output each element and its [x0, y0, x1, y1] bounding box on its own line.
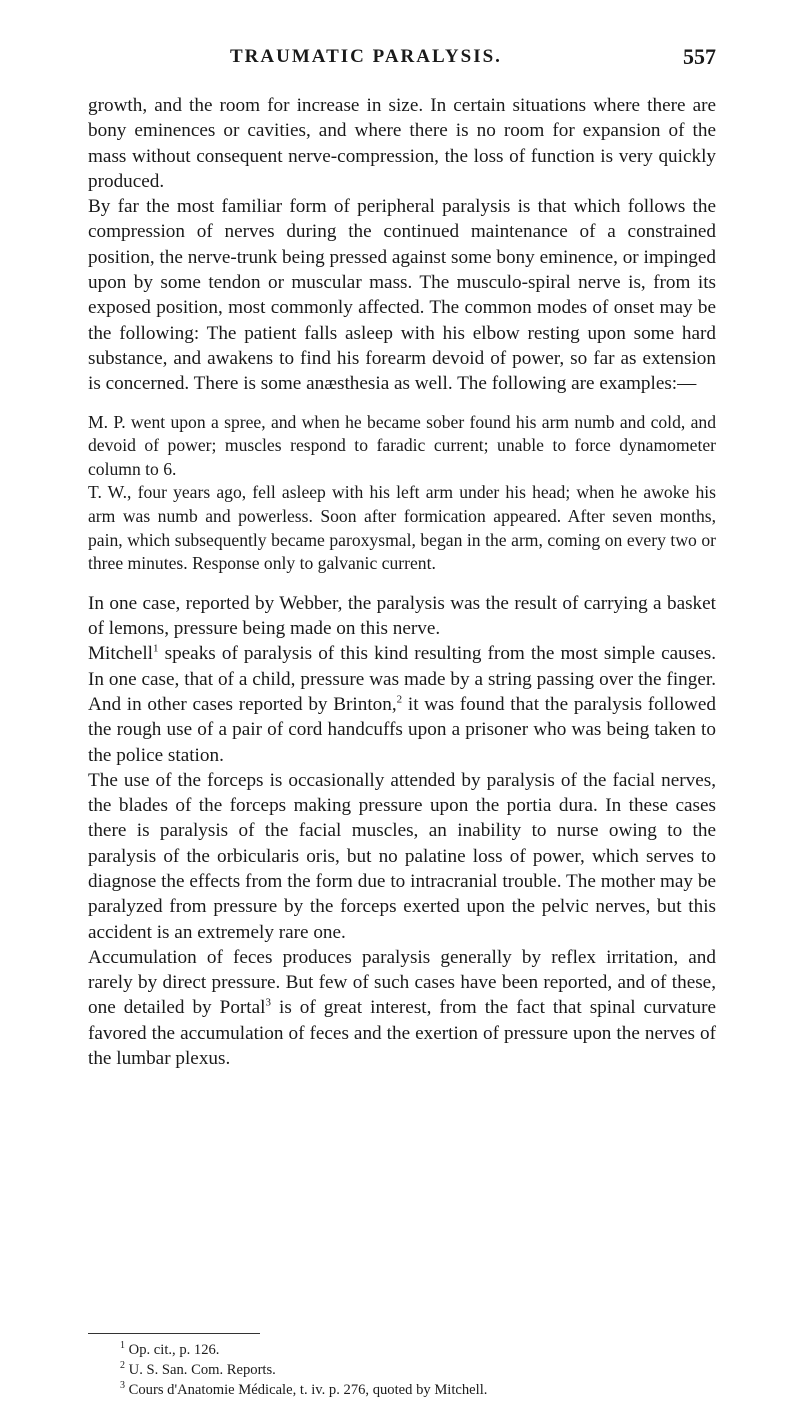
case-example-2: T. W., four years ago, fell asleep with his left arm under his head; when he awoke his arm was numb and powerless. Soon after formication appeared. After seven months, pain, which subsequently became paroxysmal, began in the arm, coming on every two or three minutes. Response only to galvanic current.: [88, 482, 716, 574]
footnotes: [120, 1340, 716, 1400]
paragraph-4: [88, 641, 716, 767]
footnote-3-mark: 3: [120, 1380, 125, 1392]
page-header: [88, 46, 716, 76]
paragraph-2: By far the most familiar form of peripheral paralysis is that which follows the compression of nerves during the continued maintenance of a constrained position, the nerve-trunk being pressed against some bony eminence, or impinged upon by some tendon or muscular mass. The musculo-spiral nerve is, from its exposed position, most commonly affected. The common modes of onset may be the following: The patient falls asleep with his elbow resting upon some hard substance, and awakens to find his forearm devoid of power, so far as extension is concerned. There is some anæsthesia as well. The following are examples:—: [88, 196, 716, 395]
footnote-1-mark: 1: [120, 1340, 125, 1352]
page-number: 557: [683, 44, 716, 69]
footnote-ref-1: 1: [153, 642, 159, 655]
footnote-2: [120, 1360, 716, 1380]
footnote-3-text: Cours d'Anatomie Médicale, t. iv. p. 276, quoted by Mitchell.: [128, 1382, 488, 1398]
paragraph-6-end: is of great interest, from the fact that spinal curvature favored the accumulation of feces and the exertion of pressure upon the nerves of the lumbar plexus.: [88, 997, 716, 1070]
footnote-divider: [88, 1333, 260, 1334]
footnote-ref-2: 2: [396, 693, 403, 706]
running-title: TRAUMATIC PARALYSIS.: [230, 46, 502, 67]
body-text: [88, 93, 716, 1071]
footnote-3: [120, 1380, 716, 1400]
paragraph-3: In one case, reported by Webber, the paralysis was the result of carrying a basket of lemons, pressure being made on this nerve.: [88, 592, 716, 640]
paragraph-4-middle: speaks of paralysis of this kind resulting from the most simple causes. In one case, that of a child, pressure was made by a string passing over the finger. And in other cases reported by Brinton,: [88, 643, 716, 715]
paragraph-6: [88, 945, 716, 1071]
footnote-1: [120, 1340, 716, 1360]
footnote-2-text: U. S. San. Com. Reports.: [128, 1362, 276, 1378]
paragraph-6-start: Accumulation of feces produces paralysis generally by reflex irritation, and rarely by direct pressure. But few of such cases have been reported, and of these, one detailed by Portal: [88, 946, 716, 1019]
paragraph-4-start: Mitchell: [88, 643, 154, 665]
case-example-1: M. P. went upon a spree, and when he became sober found his arm numb and cold, and devoid of power; muscles respond to faradic current; unable to force dynamometer column to 6.: [88, 411, 716, 479]
paragraph-4-end: it was found that the paralysis followed the rough use of a pair of cord handcuffs upon a prisoner who was being taken to the police station.: [88, 693, 716, 766]
paragraph-1: growth, and the room for increase in size. In certain situations where there are bony eminences or cavities, and where there is no room for expansion of the mass without consequent nerve-compression, the loss of function is very quickly produced.: [88, 95, 716, 192]
footnote-ref-3: 3: [265, 997, 271, 1010]
paragraph-5: The use of the forceps is occasionally attended by paralysis of the facial nerves, the blades of the forceps making pressure upon the portia dura. In these cases there is paralysis of the facial muscles, an inability to nurse owing to the paralysis of the orbicularis oris, but no palatine loss of power, which serves to diagnose the effects from the form due to intracranial trouble. The mother may be paralyzed from pressure by the forceps exerted upon the pelvic nerves, but this accident is an extremely rare one.: [88, 769, 716, 943]
footnote-2-mark: 2: [120, 1360, 125, 1372]
footnote-1-text: Op. cit., p. 126.: [128, 1342, 220, 1358]
